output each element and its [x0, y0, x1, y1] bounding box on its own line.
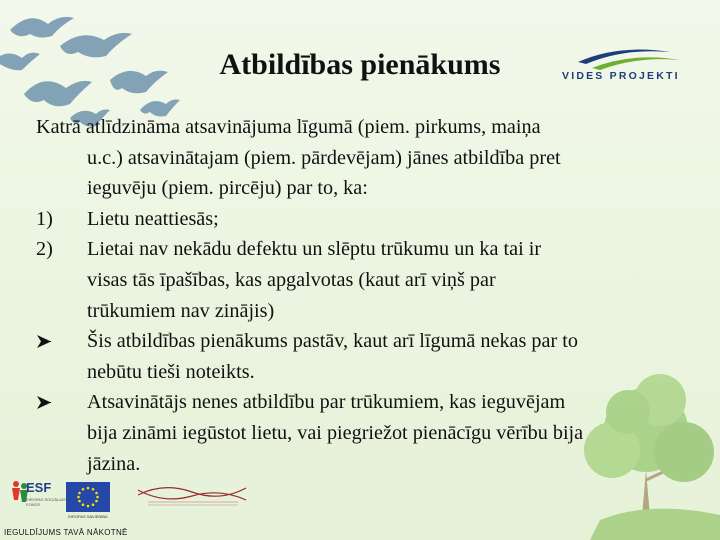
footer-slogan: IEGULDĪJUMS TAVĀ NĀKOTNĒ [4, 528, 128, 537]
arrow-bullet-icon [36, 395, 52, 410]
bullet-item-2 [36, 387, 686, 418]
bullet-text: bija zināmi iegūstot lietu, vai piegriežot pienācīgu vērību bija [87, 421, 584, 444]
bullet-text: nebūtu tieši noteikts. [87, 360, 255, 383]
partner-logo-icon [134, 480, 250, 510]
list-item-text: visas tās īpašības, kas apgalvotas (kaut arī viņš par [87, 268, 496, 291]
esf-label: ESF [26, 480, 52, 495]
slide-title: Atbildības pienākums [219, 48, 501, 81]
logo-mark [548, 40, 698, 72]
eu-caption: EIROPAS SAVIENĪBA [68, 514, 108, 519]
list-number: 2) [36, 238, 53, 261]
bullet-text: Šis atbildības pienākums pastāv, kaut arī līgumā nekas par to [87, 330, 578, 353]
bullet-item-1 [36, 326, 686, 357]
logo-text: VIDES PROJEKTI [562, 70, 680, 82]
list-item-1 [36, 204, 686, 235]
eu-flag-icon [66, 482, 110, 512]
bullet-text: Atsavinātājs nenes atbildību par trūkumiem, kas ieguvējam [87, 391, 566, 414]
arrow-bullet-icon [36, 334, 52, 349]
bullet-text: jāzina. [87, 452, 141, 475]
esf-caption: EIROPAS SOCIĀLAIS FONDS [26, 497, 66, 507]
list-item-text: Lietu neattiesās; [87, 207, 219, 230]
eu-stars-icon [66, 482, 110, 512]
list-number: 1) [36, 207, 53, 230]
list-item-text: trūkumiem nav zinājis) [87, 299, 275, 322]
intro-line: ieguvēju (piem. pircēju) par to, ka: [87, 177, 368, 200]
vides-projekti-logo [548, 40, 698, 96]
intro-line: u.c.) atsavinātajam (piem. pārdevējam) jānes atbildība pret [87, 146, 561, 169]
bird-icon [24, 81, 92, 106]
intro-line: Katrā atlīdzināma atsavinājuma līgumā (piem. pirkums, maiņa [36, 116, 541, 138]
list-item-text: Lietai nav nekādu defektu un slēptu trūkumu un ka tai ir [87, 238, 542, 261]
list-item-2 [36, 234, 686, 265]
bird-icon [10, 17, 74, 38]
footer-logos [0, 478, 260, 540]
slide-body [36, 112, 686, 479]
